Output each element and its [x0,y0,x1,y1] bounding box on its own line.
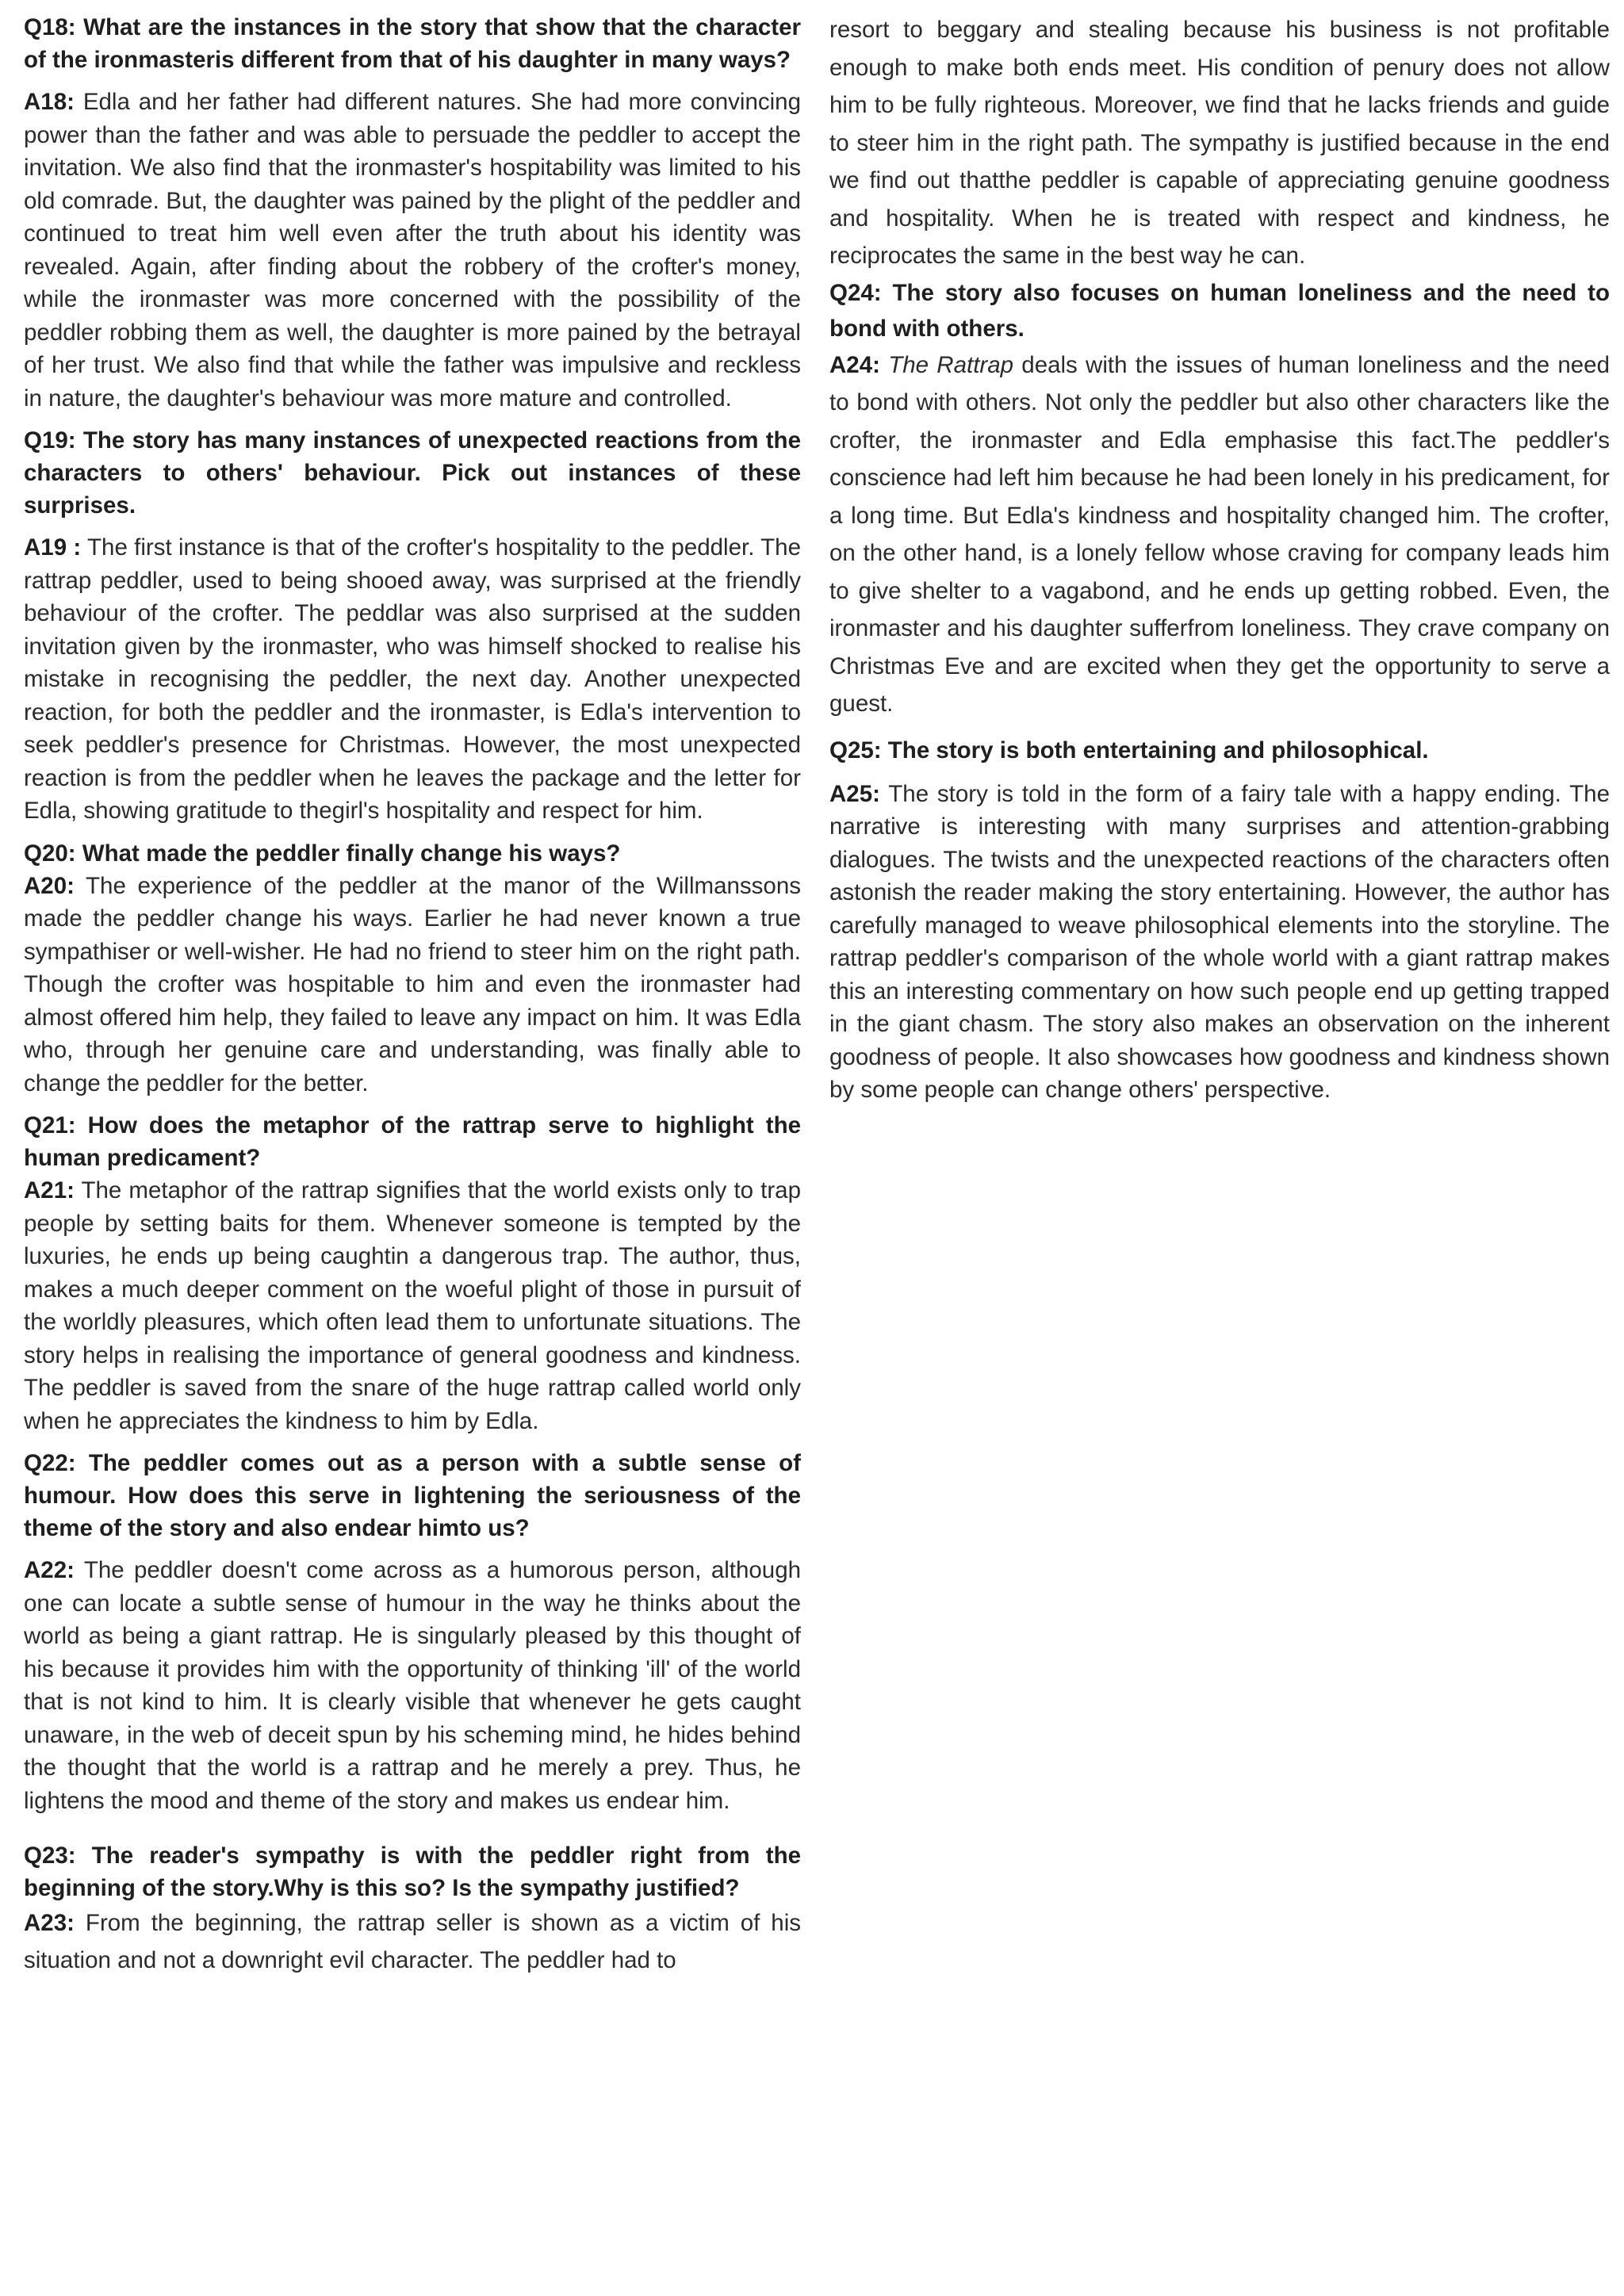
qa-block-q18 [24,11,801,415]
answer-text-a19: The first instance is that of the crofter's hospitality to the peddler. The rattrap peddler, used to being shooed away, was surprised at the friendly behaviour of the crofter. The peddlar was also surprised at the sudden invitation given by the ironmaster, who was himself shocked to realise his mistake in recognising the peddler, the next day. Another unexpected reaction, for both the peddler and the ironmaster, is Edla's intervention to seek peddler's presence for Christmas. However, the most unexpected reaction is from the peddler when he leaves the package and the letter for Edla, showing gratitude to thegirl's hospitality and respect for him. [24,534,801,824]
question-q23: Q23: The reader's sympathy is with the peddler right from the beginning of the story.Why is this so? Is the sympathy justified? [24,1843,801,1901]
answer-a23 [24,1904,801,1979]
left-column [24,11,801,1979]
answer-a21 [24,1174,801,1437]
question-q22: Q22: The peddler comes out as a person with a subtle sense of humour. How does this serve in lightening the seriousness of the theme of the story and also endear himto us? [24,1450,801,1541]
question-q25: Q25: The story is both entertaining and philosophical. [829,737,1429,763]
qa-block-q21 [24,1109,801,1437]
answer-label-a22: A22: [24,1557,75,1583]
answer-a20 [24,870,801,1100]
answer-text-a21: The metaphor of the rattrap signifies that the world exists only to trap people by setting baits for them. Whenever someone is tempted by the luxuries, he ends up being caughtin a dangerous trap. The author, thus, makes a much deeper comment on the woeful plight of those in pursuit of the worldly pleasures, which often lead them to unfortunate situations. The story helps in realising the importance of general goodness and kindness. The peddler is saved from the snare of the huge rattrap called world only when he appreciates the kindness to him by Edla. [24,1177,801,1434]
answer-a24 [829,346,1610,723]
qa-block-q20 [24,837,801,1100]
qa-block-q22 [24,1447,801,1817]
answer-text-a20: The experience of the peddler at the manor of the Willmanssons made the peddler change his ways. Earlier he had never known a true sympathiser or well-wisher. He had no friend to steer him on the right path. Though the crofter was hospitable to him and even the ironmaster had almost offered him help, they failed to leave any impact on him. It was Edla who, through her genuine care and understanding, was finally able to change the peddler for the better. [24,872,801,1096]
answer-title-a24: The Rattrap [888,351,1014,378]
question-q19: Q19: The story has many instances of unexpected reactions from the characters to others' behaviour. Pick out instances of these surprises. [24,427,801,519]
answer-text-a22: The peddler doesn't come across as a humorous person, although one can locate a subtle sense of humour in the way he thinks about the world as being a giant rattrap. He is singularly pleased by this thought of his because it provides him with the opportunity of thinking 'ill' of the world that is not kind to him. It is clearly visible that whenever he gets caught unaware, in the web of deceit spun by his scheming mind, he hides behind the thought that the world is a rattrap and he merely a prey. Thus, he lightens the mood and theme of the story and makes us endear him. [24,1557,802,1814]
qa-block-q25 [829,733,1610,1107]
qa-block-q23 [24,1839,801,1979]
answer-text-a23: From the beginning, the rattrap seller is shown as a victim of his situation and not a downright evil character. The peddler had to [24,1910,801,1973]
answer-a22 [24,1554,801,1817]
answer-a19 [24,531,801,828]
qa-block-a23-continued [829,11,1610,275]
answer-label-a19: A19 : [24,534,82,561]
question-q24: Q24: The story also focuses on human loneliness and the need to bond with others. [829,279,1610,342]
answer-text-a24: deals with the issues of human loneliness and the need to bond with others. Not only the peddler but also other characters like the crofter, the ironmaster and Edla emphasise this fact.The peddler's conscience had left him because he had been lonely in his predicament, for a long time. But Edla's kindness and hospitality changed him. The crofter, on the other hand, is a lonely fellow whose craving for company leads him to give shelter to a vagabond, and he ends up getting robbed. Even, the ironmaster and his daughter sufferfrom loneliness. They crave company on Christmas Eve and are excited when they get the opportunity to serve a guest. [829,351,1610,717]
answer-text-a18: Edla and her father had different natures. She had more convincing power than the father and was able to persuade the peddler to accept the invitation. We also find that the ironmaster's hospitability was limited to his old comrade. But, the daughter was pained by the plight of the peddler and continued to treat him well even after the truth about his identity was revealed. Again, after finding about the robbery of the crofter's money, while the ironmaster was more concerned with the possibility of the peddler robbing them as well, the daughter is more pained by the betrayal of her trust. We also find that while the father was impulsive and reckless in nature, the daughter's behaviour was more mature and controlled. [24,89,801,411]
question-q21: Q21: How does the metaphor of the rattrap serve to highlight the human predicament? [24,1112,801,1171]
qa-block-q24 [829,275,1610,723]
answer-a18 [24,86,801,415]
answer-label-a18: A18: [24,89,75,115]
answer-label-a23: A23: [24,1910,75,1936]
right-column [829,11,1610,1107]
question-q18: Q18: What are the instances in the story that show that the character of the ironmasteris different from that of his daughter in many ways? [24,14,801,73]
answer-label-a20: A20: [24,872,75,899]
qa-block-q19 [24,424,801,828]
answer-label-a24: A24: [829,351,880,378]
answer-a23-continued: resort to beggary and stealing because his business is not profitable enough to make both ends meet. His condition of penury does not allow him to be fully righteous. Moreover, we find that he lacks friends and guide to steer him in the right path. The sympathy is justified because in the end we find out thatthe peddler is capable of appreciating genuine goodness and hospitality. When he is treated with respect and kindness, he reciprocates the same in the best way he can. [829,17,1610,269]
question-q20: Q20: What made the peddler finally change his ways? [24,840,621,867]
answer-label-a21: A21: [24,1177,75,1203]
answer-a25 [829,778,1610,1107]
answer-label-a25: A25: [829,780,880,807]
answer-text-a25: The story is told in the form of a fairy tale with a happy ending. The narrative is interesting with many surprises and attention-grabbing dialogues. The twists and the unexpected reactions of the characters often astonish the reader making the story entertaining. However, the author has carefully managed to weave philosophical elements into the storyline. The rattrap peddler's comparison of the whole world with a giant rattrap makes this an interesting commentary on how such people end up getting trapped in the giant chasm. The story also makes an observation on the inherent goodness of people. It also showcases how goodness and kindness shown by some people can change others' perspective. [829,780,1610,1103]
